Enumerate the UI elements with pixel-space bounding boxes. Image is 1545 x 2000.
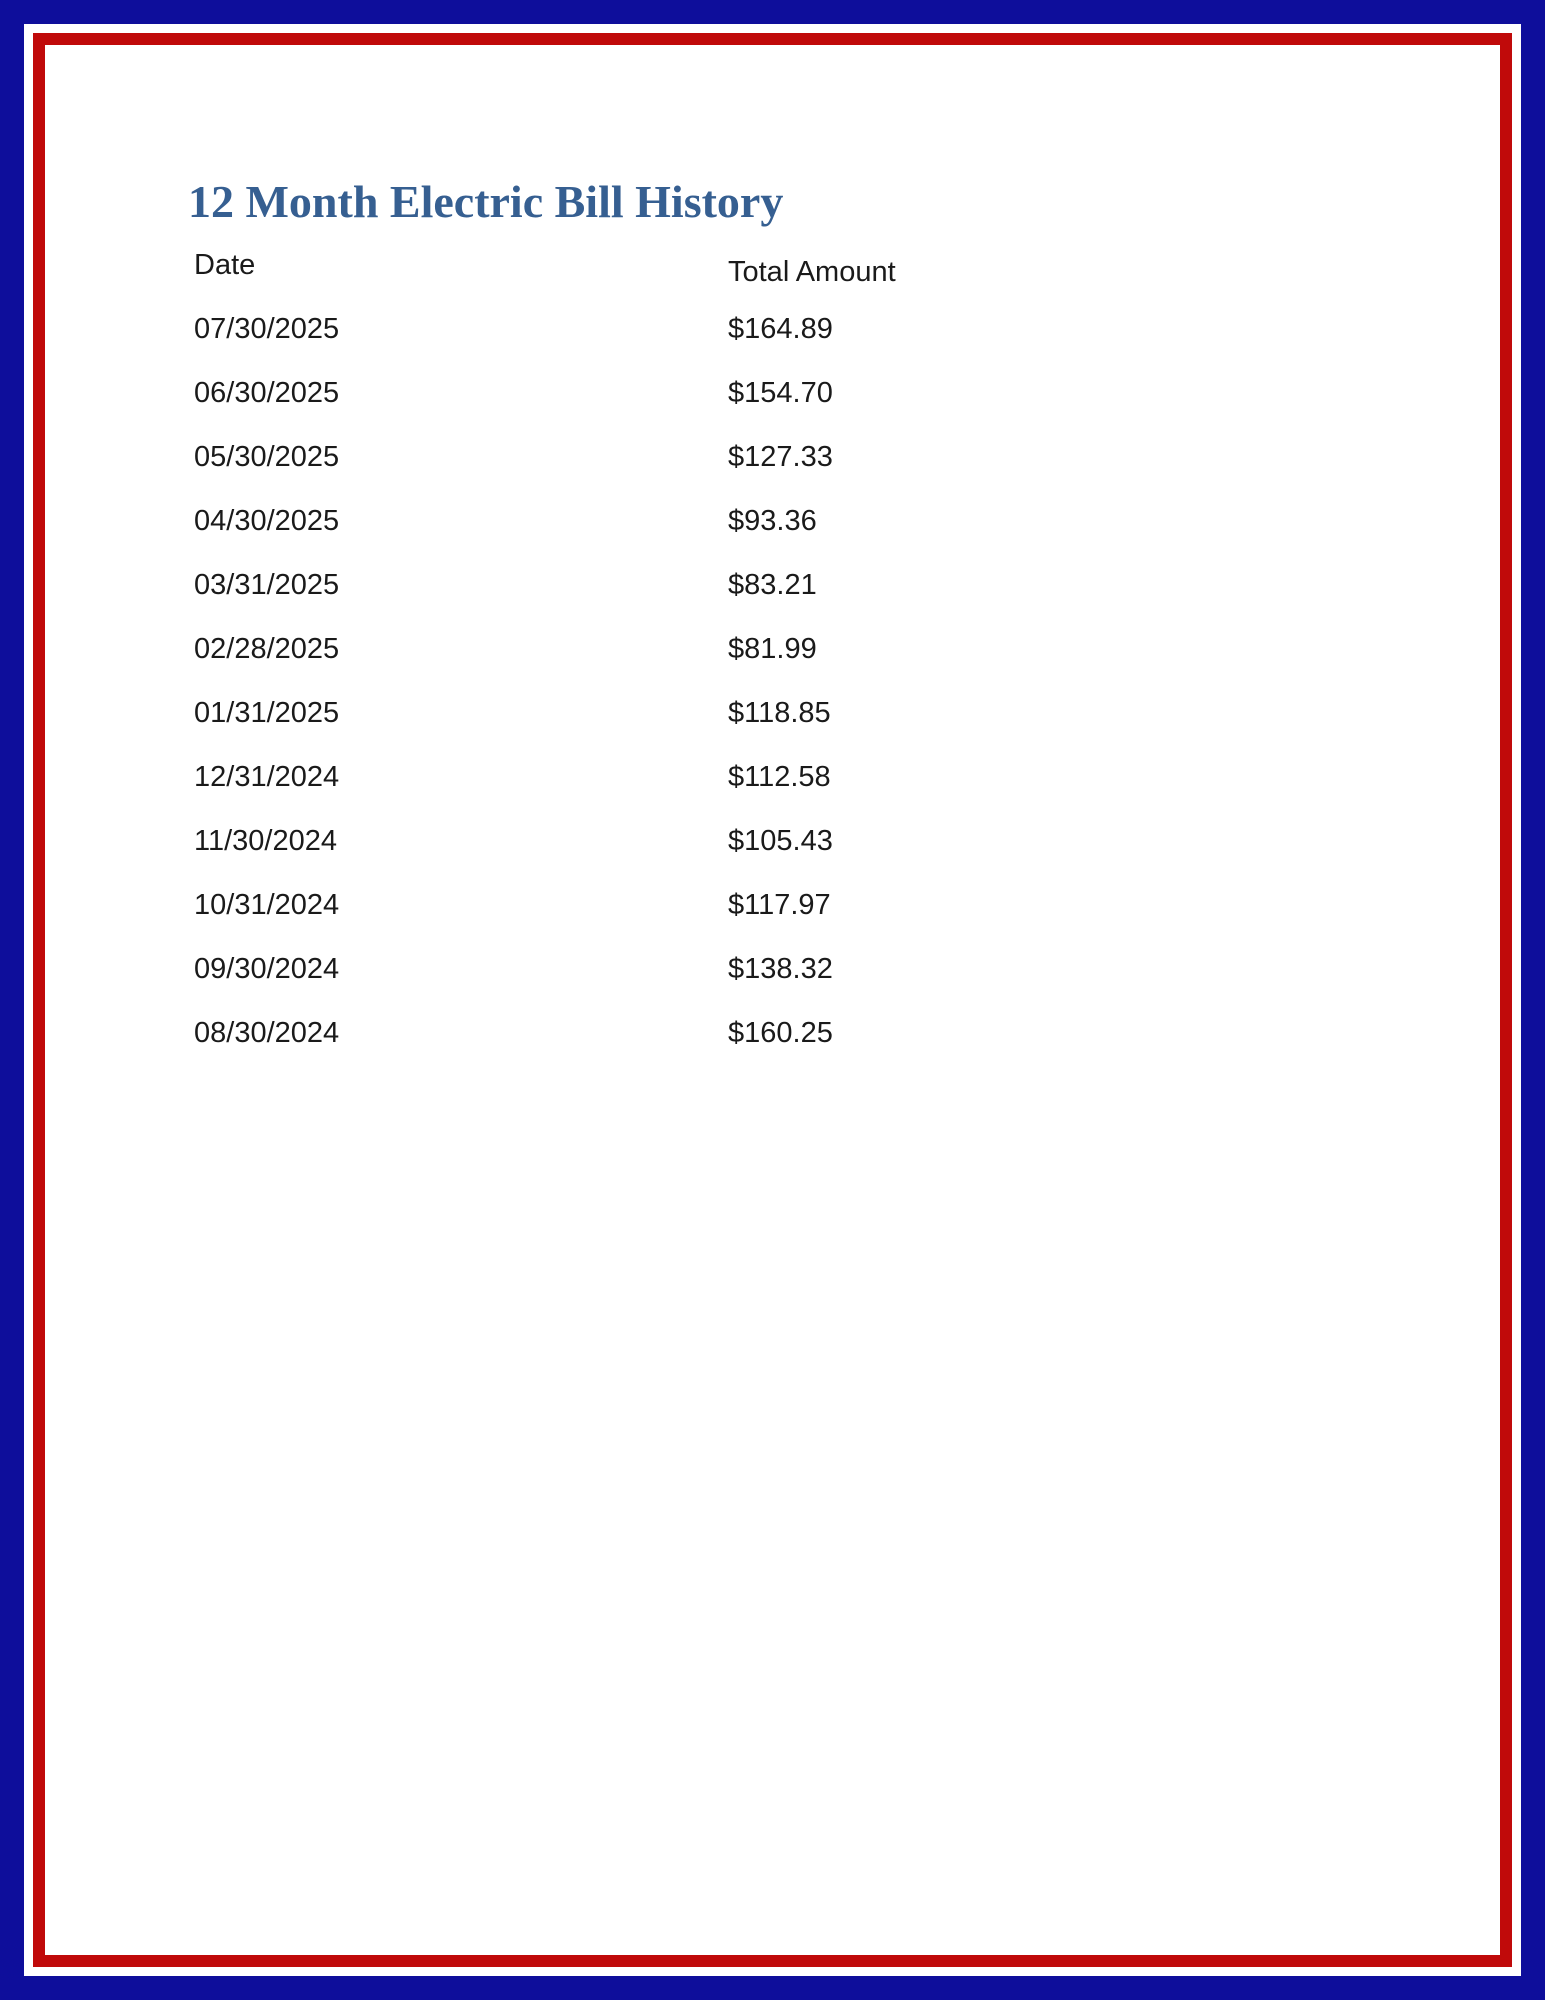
bill-date: 03/31/2025 [194,568,340,601]
bill-history-table [194,233,1500,1065]
bill-date: 11/30/2024 [194,824,337,857]
bill-date: 04/30/2025 [194,504,340,537]
table-row [194,361,1500,425]
bill-date: 12/31/2024 [194,760,340,793]
bill-amount: $112.58 [728,760,831,793]
bill-amount: $83.21 [728,568,817,601]
inner-border-frame [33,33,1512,1967]
table-header-row [194,233,1500,297]
bill-date: 07/30/2025 [194,312,340,345]
table-row [194,745,1500,809]
bill-date: 10/31/2024 [194,888,340,921]
table-row [194,553,1500,617]
border-gap [24,24,1521,1976]
bill-amount: $138.32 [728,952,833,985]
table-row [194,617,1500,681]
table-row [194,937,1500,1001]
bill-amount: $154.70 [728,376,833,409]
table-row [194,681,1500,745]
bill-amount: $81.99 [728,632,817,665]
bill-date: 09/30/2024 [194,952,340,985]
bill-date: 06/30/2025 [194,376,340,409]
bill-date: 01/31/2025 [194,696,340,729]
bill-amount: $117.97 [728,888,831,921]
bill-date: 02/28/2025 [194,632,340,665]
table-row [194,425,1500,489]
date-column-header: Date [194,248,256,281]
table-row [194,809,1500,873]
bill-amount: $105.43 [728,824,833,857]
bill-date: 08/30/2024 [194,1016,340,1049]
table-row [194,1001,1500,1065]
table-row [194,297,1500,361]
bill-amount: $164.89 [728,312,833,345]
table-row [194,873,1500,937]
bill-amount: $118.85 [728,696,831,729]
bill-date: 05/30/2025 [194,440,340,473]
amount-column-header: Total Amount [728,255,896,288]
bill-amount: $93.36 [728,504,817,537]
bill-amount: $160.25 [728,1016,833,1049]
table-row [194,489,1500,553]
page-title: 12 Month Electric Bill History [188,176,784,227]
bill-amount: $127.33 [728,440,833,473]
